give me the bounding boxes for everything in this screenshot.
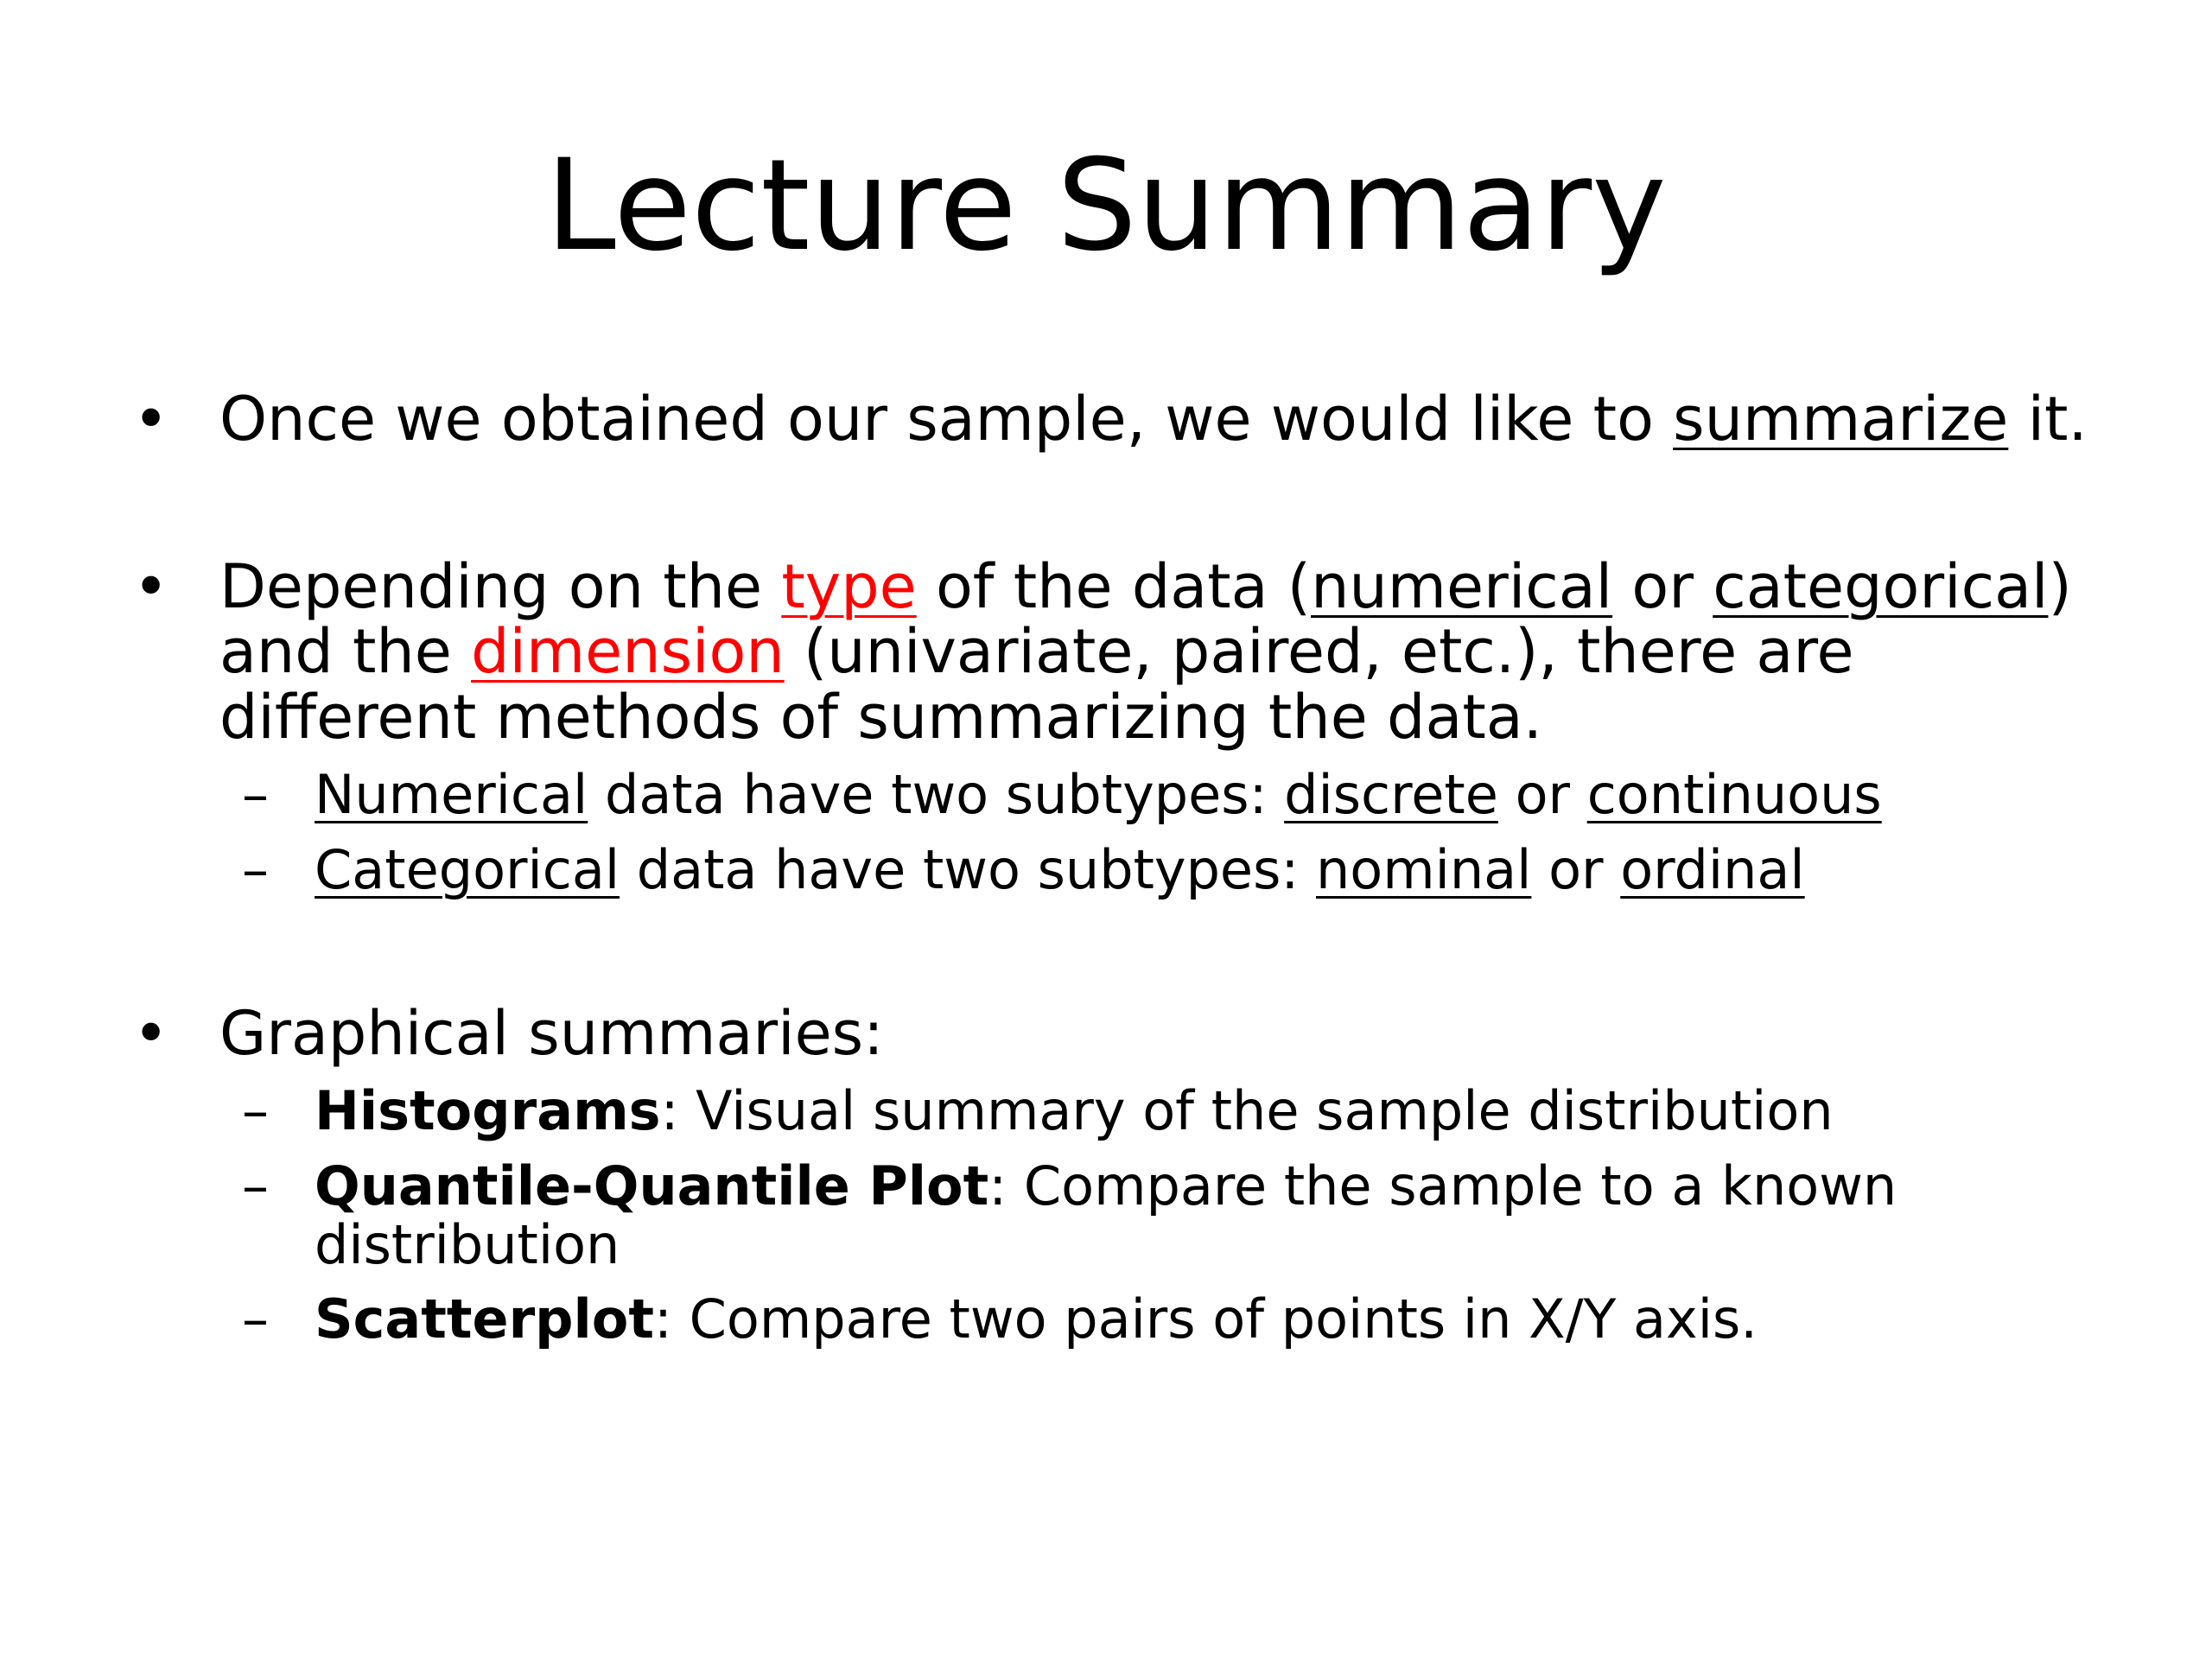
underlined-term: Categorical bbox=[315, 837, 620, 901]
sub-bullet-text: : Visual summary of the sample distribution bbox=[660, 1079, 1834, 1143]
bullet-text: Depending on the bbox=[219, 550, 782, 622]
underlined-term: categorical bbox=[1713, 550, 2049, 622]
sub-bullet-text: data have two subtypes: bbox=[588, 763, 1285, 827]
sub-bullet-text: or bbox=[1531, 837, 1621, 901]
bullet-text: (univariate, paired, etc.), there are different methods of summarizing the data. bbox=[219, 616, 1854, 753]
underlined-term: summarize bbox=[1673, 384, 2009, 454]
bold-term: Histograms bbox=[315, 1079, 661, 1143]
highlight-term-type: type bbox=[781, 550, 917, 622]
underlined-term: ordinal bbox=[1620, 837, 1805, 901]
underlined-term: discrete bbox=[1284, 763, 1498, 827]
bullet-graphical bbox=[121, 997, 2126, 1069]
slide-body bbox=[121, 384, 2126, 1351]
sub-bullet-histograms bbox=[121, 1079, 2126, 1143]
dash-marker: – bbox=[242, 837, 269, 901]
slide-title: Lecture Summary bbox=[545, 132, 1667, 279]
dash-marker: – bbox=[242, 763, 269, 827]
dash-marker: – bbox=[242, 1287, 269, 1351]
highlight-term-dimension: dimension bbox=[471, 616, 785, 688]
bullet-type-dimension bbox=[121, 550, 2126, 753]
bullet-marker: • bbox=[133, 550, 169, 622]
sub-bullet-text: data have two subtypes: bbox=[620, 837, 1316, 901]
sub-bullet-text: : Compare the sample to a known distribution bbox=[315, 1154, 1897, 1276]
sub-bullet-scatterplot bbox=[121, 1287, 2126, 1351]
bullet-text: or bbox=[1612, 550, 1713, 622]
sub-bullet-categorical bbox=[121, 837, 2126, 901]
sub-bullet-text: or bbox=[1497, 763, 1587, 827]
bullet-text: of the data ( bbox=[916, 550, 1312, 622]
underlined-term: numerical bbox=[1311, 550, 1613, 622]
sub-bullet-text: : Compare two pairs of points in X/Y axis. bbox=[654, 1287, 1758, 1351]
dash-marker: – bbox=[242, 1154, 269, 1217]
sub-bullet-numerical bbox=[121, 763, 2126, 827]
bullet-summarize bbox=[121, 384, 2126, 454]
bold-term: Scatterplot bbox=[315, 1287, 655, 1351]
underlined-term: continuous bbox=[1586, 763, 1882, 827]
bullet-text: Graphical summaries: bbox=[219, 997, 884, 1069]
bullet-marker: • bbox=[133, 384, 169, 454]
bullet-text: Once we obtained our sample, we would like to bbox=[219, 384, 1674, 454]
bullet-marker: • bbox=[133, 997, 169, 1069]
sub-bullet-qq-plot bbox=[121, 1154, 2126, 1276]
bullet-text: it. bbox=[2008, 384, 2088, 454]
bullet-text: ) and the bbox=[219, 550, 2072, 688]
underlined-term: Numerical bbox=[315, 763, 588, 827]
dash-marker: – bbox=[242, 1079, 269, 1143]
bold-term: Quantile-Quantile Plot bbox=[315, 1154, 989, 1217]
underlined-term: nominal bbox=[1315, 837, 1532, 901]
